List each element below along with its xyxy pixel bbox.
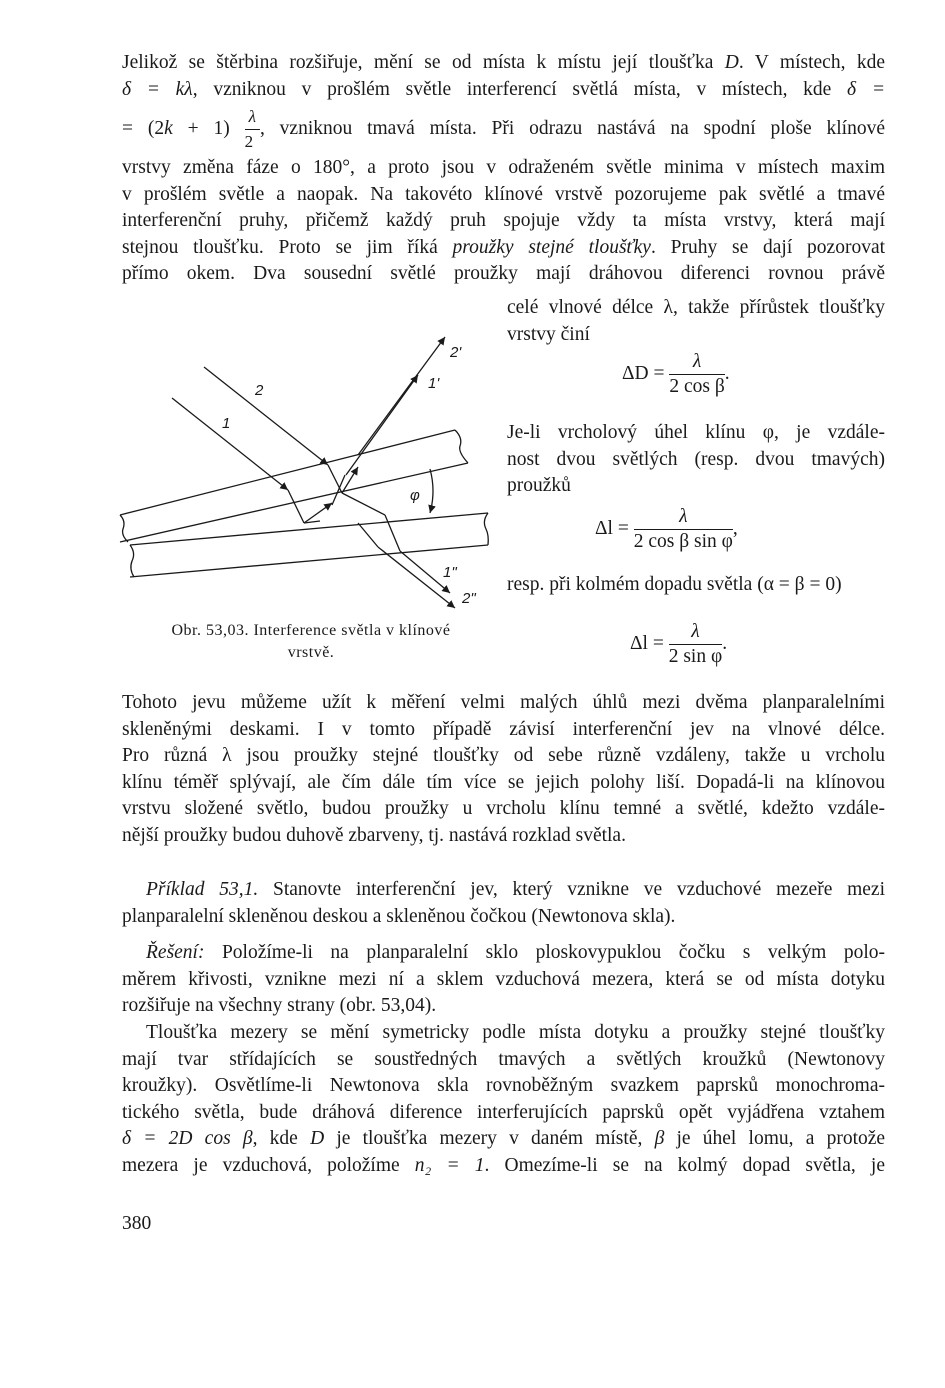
right-line: celé vlnové délce λ, takže přírůstek tloušťky: [507, 297, 885, 318]
paragraph-line: klínu téměř splývají, ale čím dále tím více se jejich polohy liší. Dopadá-li na klínovou: [122, 771, 885, 793]
right-line: resp. při kolmém dopadu světla (α = β = 0): [507, 574, 842, 595]
label-ray-1-reflected: 1': [428, 375, 440, 392]
intro-line: interferenční pruhy, přičemž každý pruh spojuje vždy ta místa vrstvy, která mají: [122, 210, 885, 231]
upper-plate-top-edge: [120, 430, 455, 515]
solution-line: rozšiřuje na všechny strany (obr. 53,04).: [122, 995, 437, 1016]
paragraph-line: Pro různá λ jsou proužky stejné tloušťky od sebe různě vzdáleny, takže u vrcholu: [122, 745, 885, 766]
ray-2-reflected: [358, 337, 445, 455]
label-ray-1: 1: [222, 415, 231, 432]
equation-delta-l: Δl = $\frac{\lambda}{\text{2 cos β sin φ}}$ ,: [595, 506, 738, 552]
paragraph-newton-rings: [122, 1020, 885, 1179]
intro-paragraph: [122, 50, 885, 288]
label-angle-phi: φ: [410, 487, 420, 504]
intro-line: vrstvy změna fáze o 180°, a proto jsou v odraženém světle minima v místech maxim: [122, 157, 885, 178]
right-column-text-3: [507, 572, 885, 599]
paragraph-line: nější proužky budou duhově zbarveny, tj. nastává rozklad světla.: [122, 824, 626, 846]
right-column-text: [507, 295, 885, 348]
paragraph-line: δ = 2D cos β, kde D je tloušťka mezery v daném místě, β je úhel lomu, a protože: [122, 1128, 886, 1149]
paragraph-line: vrstvu složené světlo, budou proužky u vrcholu klínu temné a světlé, kdežto vzdále-: [122, 798, 885, 819]
right-line: Je-li vrcholový úhel klínu φ, je vzdále-: [507, 422, 885, 443]
label-ray-2-reflected: 2': [450, 344, 462, 361]
solution-label: Řešení:: [146, 942, 205, 963]
intro-line: δ = kλ, vzniknou v prošlém světle interferencí světlá místa, v místech, kde δ =: [122, 78, 885, 100]
page-number: 380: [122, 1213, 152, 1234]
paragraph-line: mezera je vzduchová, položíme n₂ = 1. Omezíme-li se na kolmý dopad světla, je: [122, 1154, 885, 1176]
right-line: vrstvy činí: [507, 323, 590, 345]
equation-delta-l-normal: Δl = $\frac{\lambda}{\text{2 sin φ}}$ .: [630, 621, 728, 667]
paragraph-line: Tloušťka mezery se mění symetricky podle místa dotyku a proužky stejné tloušťky: [146, 1022, 885, 1043]
example-53-1: Příklad 53,1. Stanovte interferenční jev, který vznikne ve vzduchové mezeře mezi planparalelní skleněnou deskou a skleněnou čočkou (Newtonova skla).: [122, 877, 885, 930]
right-column-text-2: [507, 420, 885, 500]
intro-line: stejnou tloušťku. Proto se jim říká proužky stejné tloušťky. Pruhy se dají pozorovat: [122, 236, 886, 258]
solution-paragraph: Řešení: Položíme-li na planparalelní sklo ploskovypuklou čočku s velkým polo- měrem křivosti, vznikne mezi ní a sklem vzduchová mezera, která se od místa dotyku rozšiřuje na všechny strany (obr. 53,04).: [122, 940, 885, 1020]
paragraph-line: Tohoto jevu můžeme užít k měření velmi malých úhlů mezi dvěma planparalelními: [122, 692, 885, 713]
intro-line-formula: = (2k + 1) $\frac{\lambda}{2}$ , vzniknou tmavá místa. Při odrazu nastává na spodní ploše klínové: [122, 107, 886, 152]
intro-line: v prošlém světle a naopak. Na takovéto klínové vrstvě pozorujeme pak světlé a tmavé: [122, 183, 885, 205]
lower-plate-bottom-edge: [130, 545, 488, 577]
right-line: proužků: [507, 475, 571, 496]
right-line: nost dvou světlých (resp. dvou tmavých): [507, 448, 885, 470]
lower-plate-top-edge: [130, 513, 488, 545]
paragraph-line: mají tvar střídajících se soustředných tmavých a světlých kroužků (Newtonovy: [122, 1048, 885, 1070]
equation-delta-d: ΔD = $\frac{\lambda}{\text{2 cos β}}$ .: [622, 351, 730, 397]
label-ray-1-transmitted: 1": [443, 564, 457, 581]
label-ray-2: 2: [255, 382, 264, 399]
paragraph-line: kroužky). Osvětlíme-li Newtonova skla rovnoběžným svazkem paprsků monochroma-: [122, 1075, 885, 1096]
label-ray-2-transmitted: 2": [462, 590, 476, 607]
ray-1-reflected: [346, 375, 418, 475]
figure-caption: Obr. 53,03. Interference světla v klínové vrstvě.: [171, 622, 451, 661]
paragraph-line: skleněnými deskami. I v tomto případě závisí interferenční jev na vlnové délce.: [122, 718, 885, 740]
intro-line: Jelikož se štěrbina rozšiřuje, mění se od místa k místu její tloušťka D. V místech, kde: [122, 52, 885, 73]
paragraph-line: tického světla, bude dráhová diference interferujících paprsků opět vyjádřena vztahem: [122, 1101, 885, 1123]
example-label: Příklad 53,1.: [146, 879, 259, 900]
paragraph-measurement: [122, 690, 885, 849]
solution-line: měrem křivosti, vznikne mezi ní a sklem vzduchová mezera, která se od místa dotyku: [122, 968, 885, 990]
ray-1-incident: [172, 398, 288, 490]
intro-line: přímo okem. Dva sousední světlé proužky mají dráhovou diferenci rovnou právě: [122, 263, 885, 284]
wedge-interference-figure: [110, 325, 500, 620]
example-line: planparalelní skleněnou deskou a skleněnou čočkou (Newtonova skla).: [122, 905, 676, 927]
